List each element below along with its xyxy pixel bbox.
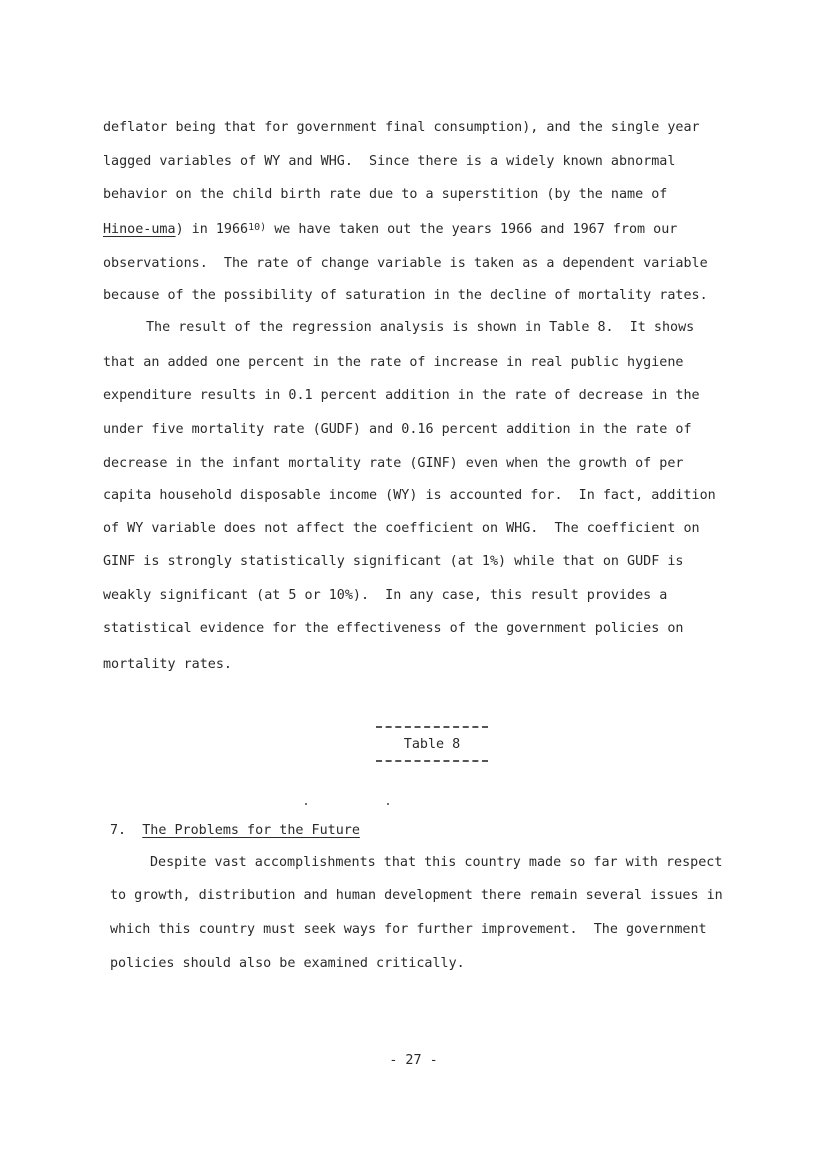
table-8-label: Table 8 [403,737,461,752]
hinoe-uma-term: Hinoe-uma [103,222,176,237]
paragraph2-line-10: statistical evidence for the effectiveness of the government policies on [103,621,684,636]
paragraph2-line-11: mortality rates. [103,657,232,672]
paragraph1-line-6: because of the possibility of saturation in the decline of mortality rates. [103,288,708,303]
section-7-heading [110,823,360,838]
paragraph2-line-1: The result of the regression analysis is shown in Table 8. It shows [146,320,695,335]
section-number: 7. [110,823,127,838]
paragraph2-line-7: of WY variable does not affect the coefficient on WHG. The coefficient on [103,521,700,536]
section7-line-3: which this country must seek ways for further improvement. The government [110,922,707,937]
paragraph2-line-8: GINF is strongly statistically significant (at 1%) while that on GUDF is [103,554,684,569]
paragraph1-line-1: deflator being that for government final consumption), and the single year [103,120,700,135]
table-rule-top [376,726,488,728]
section7-line-2: to growth, distribution and human development there remain several issues in [110,888,723,903]
paragraph1-line-4 [103,222,677,239]
section7-line-4: policies should also be examined critically. [110,956,465,971]
paragraph2-line-9: weakly significant (at 5 or 10%). In any case, this result provides a [103,588,668,603]
paragraph2-line-6: capita household disposable income (WY) is accounted for. In fact, addition [103,488,716,503]
paragraph2-line-3: expenditure results in 0.1 percent addition in the rate of decrease in the [103,388,700,403]
paragraph1-line-4-a: ) in 1966 [175,222,249,237]
paragraph2-line-2: that an added one percent in the rate of increase in real public hygiene [103,355,684,370]
paragraph1-line-2: lagged variables of WY and WHG. Since there is a widely known abnormal [103,154,676,169]
paragraph2-line-5: decrease in the infant mortality rate (GINF) even when the growth of per [103,456,684,471]
paragraph1-line-3: behavior on the child birth rate due to a superstition (by the name of [103,187,668,202]
paragraph1-line-5: observations. The rate of change variable is taken as a dependent variable [103,256,708,271]
paragraph1-line-4-b: we have taken out the years 1966 and 1967 from our [266,222,678,237]
table-rule-bottom [376,760,488,762]
footnote-ref-10: 10) [248,222,267,233]
page-number: - 27 - [389,1053,438,1068]
scan-speck [387,803,389,805]
section-title: The Problems for the Future [142,823,360,838]
scan-speck [305,803,307,805]
section7-line-1: Despite vast accomplishments that this country made so far with respect [150,855,723,870]
paragraph2-line-4: under five mortality rate (GUDF) and 0.16 percent addition in the rate of [103,422,692,437]
